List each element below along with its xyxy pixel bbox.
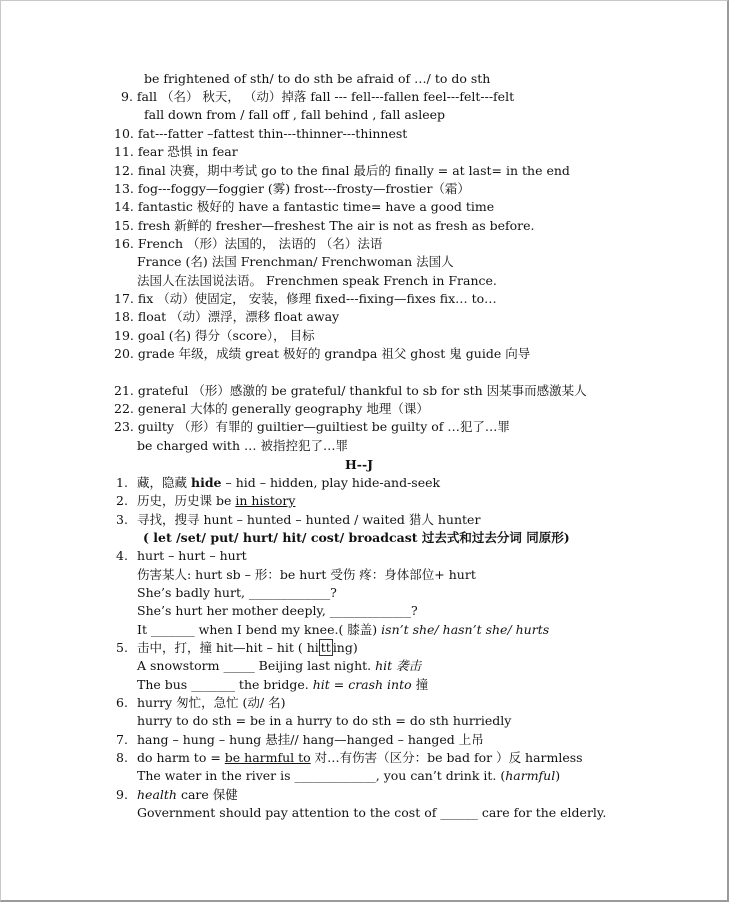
answer-text: hit = crash into (312, 677, 412, 692)
text-line (137, 658, 421, 674)
text-line: 9. fall （名） 秋天， （动）掉落 fall --- fell---fallen feel---felt---felt (121, 89, 515, 104)
item-number: 3. (116, 512, 128, 527)
text-line (137, 768, 560, 784)
list-item (116, 548, 247, 564)
item-bold: hide (190, 475, 222, 490)
text-line: 16. French （形）法国的， 法语的 （名）法语 (114, 236, 383, 251)
text-line: 20. grade 年级，成绩 great 极好的 grandpa 祖父 ghost 鬼 guide 向导 (114, 346, 531, 361)
item-text: care 保健 (176, 787, 238, 802)
answer-text: isn’t she/ hasn’t she/ hurts (381, 622, 550, 637)
item-text: 击中，打，撞 hit—hit – hit ( hi (137, 640, 319, 655)
text-line: be frightened of sth/ to do sth be afraid of …/ to do sth (144, 71, 491, 86)
text-line: be charged with … 被指控犯了…罪 (137, 438, 348, 453)
item-underlined: be harmful to (224, 750, 311, 765)
text-line: She’s badly hurt, _____________? (137, 585, 337, 600)
item-italic: health (137, 787, 177, 802)
exercise-text: A snowstorm _____ Beijing last night. (137, 658, 376, 673)
exercise-text: It _______ when I bend my knee.( 膝盖) (137, 622, 382, 637)
exercise-text: 撞 (411, 677, 429, 692)
text-line: France (名) 法国 Frenchman/ Frenchwoman 法国人 (137, 254, 454, 269)
text-line (137, 622, 549, 638)
text-line: 11. fear 恐惧 in fear (114, 144, 238, 159)
text-line (137, 677, 428, 693)
item-number: 1. (116, 475, 128, 490)
item-number: 2. (116, 493, 128, 508)
item-number: 8. (116, 750, 128, 765)
bold-note: ( let /set/ put/ hurt/ hit/ cost/ broadcast 过去式和过去分词 同原形) (143, 530, 570, 545)
text-line: 伤害某人: hurt sb – 形：be hurt 受伤 疼：身体部位+ hurt (137, 567, 476, 582)
exercise-text: The water in the river is _____________, you can’t drink it. ( (137, 768, 506, 783)
item-underlined: in history (235, 493, 296, 508)
item-text: 藏，隐藏 (137, 475, 191, 490)
item-number: 4. (116, 548, 128, 563)
text-line: 22. general 大体的 generally geography 地理（课） (114, 401, 429, 416)
item-number: 5. (116, 640, 128, 655)
answer-text: hit 袭击 (375, 658, 422, 673)
section-heading: H--J (345, 457, 374, 472)
item-number: 9. (116, 787, 128, 802)
list-item (116, 475, 440, 491)
list-item (116, 787, 238, 803)
item-text: 对…有伤害（区分：be bad for ）反 harmless (310, 750, 583, 765)
item-text: hang – hung – hung 悬挂// hang—hanged – hanged 上吊 (137, 732, 484, 747)
list-item (116, 732, 484, 748)
list-item (116, 750, 583, 766)
text-line: 21. grateful （形）感激的 be grateful/ thankful to sb for sth 因某事而感激某人 (114, 383, 587, 398)
item-text: hurry 匆忙，急忙 (动/ 名) (137, 695, 286, 710)
item-text: hurt – hurt – hurt (137, 548, 247, 563)
item-number: 6. (116, 695, 128, 710)
exercise-text: ) (555, 768, 561, 783)
text-line: 23. guilty （形）有罪的 guiltier—guiltiest be guilty of …犯了…罪 (114, 419, 510, 434)
text-line: 10. fat---fatter –fattest thin---thinner---thinnest (114, 126, 408, 141)
list-item (116, 512, 480, 528)
item-number: 7. (116, 732, 128, 747)
text-line: 18. float （动）漂浮，漂移 float away (114, 309, 340, 324)
text-line: 15. fresh 新鲜的 fresher—freshest The air is not as fresh as before. (114, 218, 535, 233)
item-text: ing) (332, 640, 358, 655)
text-line: 17. fix （动）使固定， 安装，修理 fixed---fixing—fixes fix… to… (114, 291, 497, 306)
item-text: 寻找，搜寻 hunt – hunted – hunted / waited 猎人 hunter (137, 512, 481, 527)
text-line: 19. goal (名) 得分（score）， 目标 (114, 328, 315, 343)
text-line: hurry to do sth = be in a hurry to do sth = do sth hurriedly (137, 713, 512, 728)
list-item (116, 695, 286, 711)
text-line: Government should pay attention to the cost of ______ care for the elderly. (137, 805, 607, 820)
answer-text: harmful (505, 768, 556, 783)
item-text: – hid – hidden, play hide-and-seek (221, 475, 441, 490)
text-line: 12. final 决赛，期中考试 go to the final 最后的 finally = at last= in the end (114, 163, 570, 178)
text-line: 14. fantastic 极好的 have a fantastic time= have a good time (114, 199, 495, 214)
boxed-letters: tt (320, 640, 331, 655)
text-line: She’s hurt her mother deeply, _____________? (137, 603, 418, 618)
list-item (116, 640, 358, 656)
text-line: 法国人在法国说法语。 Frenchmen speak French in France. (137, 273, 497, 288)
text-line: fall down from / fall off , fall behind , fall asleep (144, 107, 445, 122)
item-text: do harm to = (137, 750, 225, 765)
list-item (116, 493, 295, 509)
item-text: 历史，历史课 be (137, 493, 236, 508)
exercise-text: The bus _______ the bridge. (137, 677, 313, 692)
text-line: 13. fog---foggy—foggier (雾) frost---frosty—frostier（霜） (114, 181, 470, 196)
